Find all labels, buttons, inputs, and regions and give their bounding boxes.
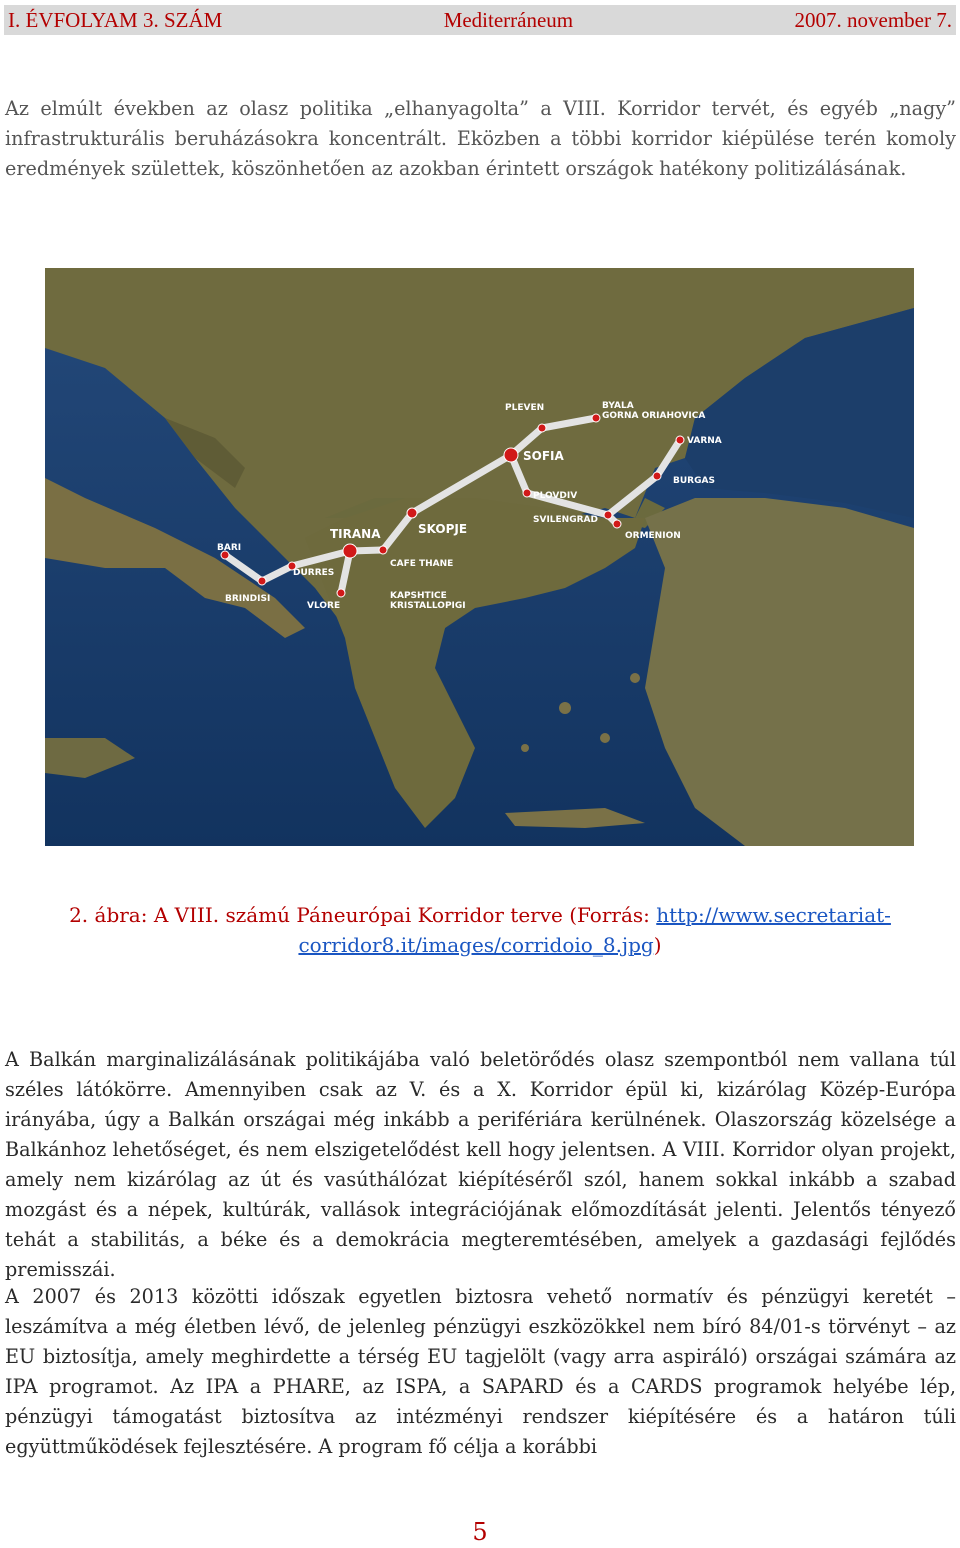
intro-paragraph: Az elmúlt években az olasz politika „elhanyagolta” a VIII. Korridor tervét, és egyéb „nagy” infrastrukturális beruházásokra koncentrált. Eközben a többi korridor kiépülése terén komoly eredmények születtek, köszönhetően az azokban érintett országok hatékony politizálásának. [5,97,956,180]
caption-suffix: ) [653,933,662,957]
label-ormenion: ORMENION [625,531,681,541]
caption-prefix: 2. ábra: A VIII. számú Páneurópai Korridor terve (Forrás: [69,903,657,927]
label-byala: BYALA [602,401,634,411]
label-pleven: PLEVEN [505,403,545,413]
caption-link-part2[interactable]: corridor8.it/images/corridoio_8.jpg [298,933,654,957]
header-date: 2007. november 7. [794,7,952,32]
label-durres: DURRES [293,568,335,578]
label-bari: BARI [217,543,242,553]
label-plovdiv: PLOVDIV [533,491,578,501]
label-varna: VARNA [687,436,722,446]
page-header [4,5,956,35]
figure-caption [0,900,960,960]
corridor-map [45,268,914,846]
label-cafe: CAFE THANE [390,559,454,569]
label-kapshtice: KAPSHTICE [390,591,447,601]
label-sofia: SOFIA [523,449,564,463]
body-paragraph-1: A Balkán marginalizálásának politikájába való beletörődés olasz szempontból nem vallana túl széles látókörre. Amennyiben csak az V. és a X. Korridor épül ki, kizárólag Közép-Európa irányába, úgy a Balkán országai még inkább a perifériára kerülnének. Olaszország közelsége a Balkánhoz lehetőséget, és nem elszigetelődést kell hogy jelentsen. A VIII. Korridor olyan projekt, amely nem kizárólag az út és vasúthálózat kiépítéséről szól, hanem sokkal inkább a szabad mozgást és a népek, kultúrák, vallások integrációjának előmozdítását jelenti. Jelentős tényező tehát a stabilitás, a béke és a demokrácia megteremtésében, amelyek a gazdasági fejlődés premisszái. [5,1048,956,1281]
map-image [45,268,914,846]
label-burgas: BURGAS [673,476,715,486]
label-tirana: TIRANA [330,527,381,541]
body-paragraph-2: A 2007 és 2013 közötti időszak egyetlen biztosra vehető normatív és pénzügyi keretét – leszámítva a még életben lévő, de jelenleg pénzügyi eszközökkel nem bíró 84/01-s törvényt – az EU biztosítja, amely meghirdette a térség EU tagjelölt (vagy arra aspiráló) országai számára az IPA programot. Az IPA a PHARE, az ISPA, a SAPARD és a CARDS programok helyébe lép, pénzügyi támogatást biztosítva az intézményi rendszer kiépítésére és a határon túli együttműködések fejlesztésére. A program fő célja a korábbi [5,1285,956,1458]
label-gorna: GORNA ORIAHOVICA [602,411,706,421]
label-skopje: SKOPJE [418,522,468,536]
label-vlore: VLORE [307,601,341,611]
header-volume: I. ÉVFOLYAM 3. SZÁM [8,7,223,32]
caption-link-part1[interactable]: http://www.secretariat- [656,903,891,927]
label-svilengrad: SVILENGRAD [533,515,598,525]
label-kristallopigi: KRISTALLOPIGI [390,601,466,611]
page-number: 5 [472,1518,488,1546]
header-journal: Mediterráneum [443,7,574,32]
label-brindisi: BRINDISI [225,594,271,604]
